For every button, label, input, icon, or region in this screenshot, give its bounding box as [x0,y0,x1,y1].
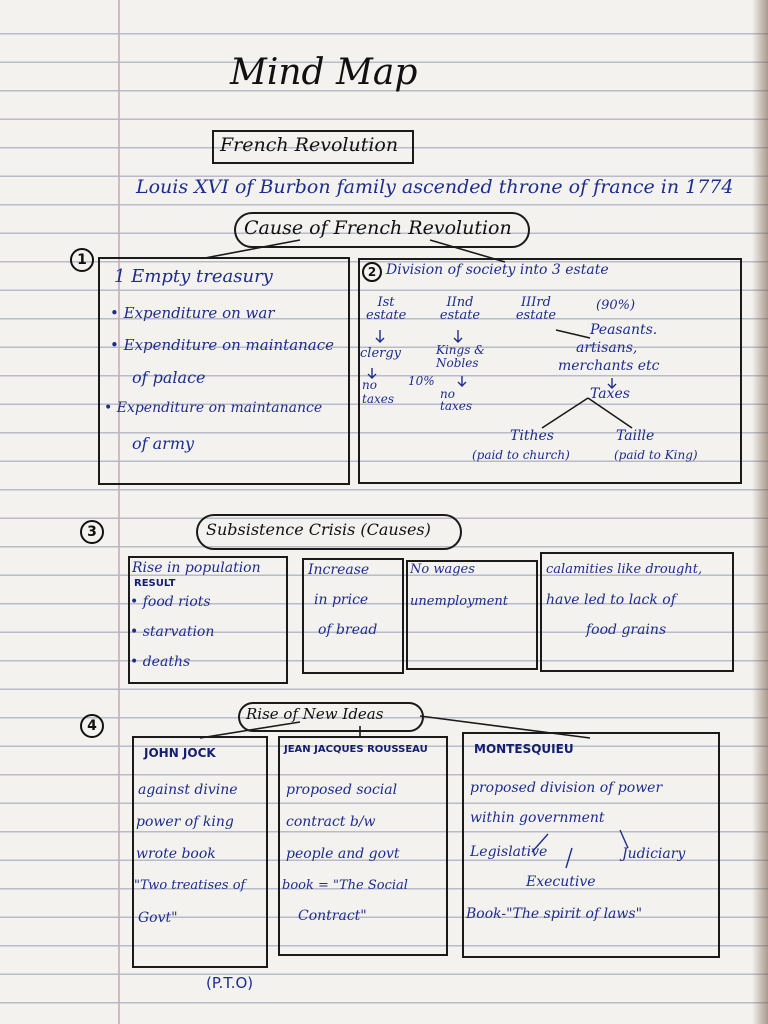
locke-line-4: "Two treatises of [134,878,246,893]
rousseau-line-1: proposed social [286,782,398,798]
tithes-label: Tithes [510,428,554,444]
population-title: Rise in population [132,560,261,576]
rousseau-line-4: book = "The Social [282,878,408,893]
section-number-1: 1 [70,248,94,272]
price-line-2: in price [314,592,369,608]
judiciary-label: Judiciary [622,846,686,862]
second-no-taxes: no taxes [440,387,473,413]
treasury-item-3b: of army [132,434,195,453]
section-number-3: 3 [80,520,104,544]
first-no-taxes: no taxes [362,378,395,406]
result-item-2: • starvation [130,624,215,640]
rousseau-line-5: Contract" [298,908,367,924]
estates-number: 2 [362,262,382,282]
wages-line-1: No wages [410,562,475,577]
legislative-label: Legislative [470,844,548,860]
locke-name: JOHN JOCK [144,746,216,760]
rousseau-line-2: contract b/w [286,814,376,830]
ideas-heading: Rise of New Ideas [246,705,384,723]
calamities-line-1: calamities like drought, [546,562,703,577]
price-line-3: of bread [318,622,378,638]
section-number-4: 4 [80,714,104,738]
ten-percent: 10% [408,374,435,388]
montesquieu-line-1: proposed division of power [470,780,663,796]
result-item-3: • deaths [130,654,191,670]
wages-line-2: unemployment [410,594,509,609]
result-label: RESULT [134,578,176,589]
second-estate: IInd estate [439,295,481,323]
pto-label: (P.T.O) [206,974,254,992]
treasury-item-1: • Expenditure on war [110,304,275,322]
taille-label: Taille [616,428,655,444]
calamities-line-2: have led to lack of [546,592,676,608]
locke-line-1: against divine [138,782,238,798]
tithes-note: (paid to church) [472,448,570,462]
montesquieu-book: Book-"The spirit of laws" [466,906,643,922]
locke-line-3: wrote book [136,846,216,862]
locke-line-2: power of king [136,814,234,830]
merchants-label: merchants etc [558,358,660,374]
treasury-item-2: • Expenditure on maintanace [110,336,335,354]
calamities-line-3: food grains [586,622,667,638]
cause-heading: Cause of French Revolution [244,217,512,239]
page-title: Mind Map [230,52,418,93]
price-line-1: Increase [308,562,370,578]
topic-label: French Revolution [220,134,399,156]
rousseau-line-3: people and govt [286,846,400,862]
rousseau-name: JEAN JACQUES ROUSSEAU [284,744,428,755]
montesquieu-name: MONTESQUIEU [474,742,574,756]
locke-line-5: Govt" [138,910,178,926]
montesquieu-line-2: within government [470,810,605,826]
intro-text: Louis XVI of Burbon family ascended throne of france in 1774 [136,176,734,198]
artisans-label: artisans, [576,340,638,356]
taxes-label: Taxes [590,386,630,402]
third-estate-percent: (90%) [596,298,636,313]
treasury-title: 1 Empty treasury [114,266,273,287]
taille-note: (paid to King) [614,448,698,462]
subsistence-heading: Subsistence Crisis (Causes) [206,520,431,539]
peasants-label: Peasants. [590,322,658,338]
executive-label: Executive [526,874,596,890]
first-estate: Ist estate [366,295,407,323]
treasury-item-2b: of palace [132,368,206,387]
treasury-item-3: • Expenditure on maintanance [104,400,323,416]
kings-nobles-label: Kings & Nobles [436,343,485,370]
clergy-label: clergy [360,346,402,361]
third-estate: IIIrd estate [515,295,557,323]
estates-title: Division of society into 3 estate [386,262,609,278]
result-item-1: • food riots [130,594,211,610]
